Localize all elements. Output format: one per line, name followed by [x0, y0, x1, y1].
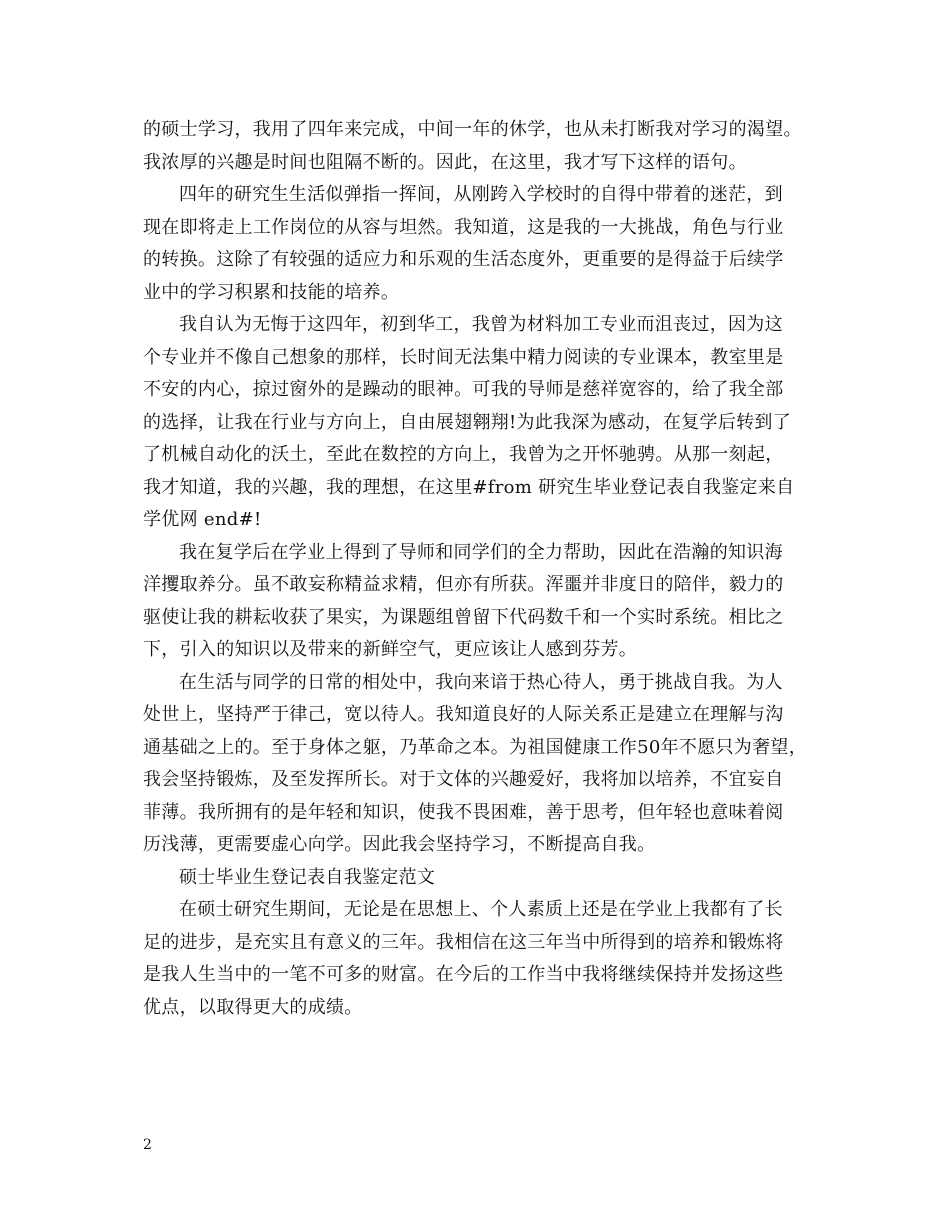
text-line: 不安的内心，掠过窗外的是躁动的眼神。可我的导师是慈祥宽容的，给了我全部: [143, 379, 784, 400]
section-heading: 硕士毕业生登记表自我鉴定范文: [179, 866, 436, 888]
text-line: 的硕士学习，我用了四年来完成，中间一年的休学，也从未打断我对学习的渴望。: [143, 119, 802, 140]
text-line: 历浅薄，更需要虚心向学。因此我会坚持学习，不断提高自我。: [143, 834, 656, 855]
text-line: 处世上，坚持严于律己，宽以待人。我知道良好的人际关系正是建立在理解与沟: [143, 704, 784, 725]
text-line: 了机械自动化的沃土，至此在数控的方向上，我曾为之开怀驰骋。从那一刻起，: [143, 444, 784, 465]
text-line: 我浓厚的兴趣是时间也阻隔不断的。因此，在这里，我才写下这样的语句。: [143, 151, 747, 173]
text-line: 学优网 end#!: [143, 509, 262, 530]
text-line: 业中的学习积累和技能的培养。: [143, 281, 400, 303]
text-line: 个专业并不像自己想象的那样，长时间无法集中精力阅读的专业课本，教室里是: [143, 346, 784, 368]
paragraph-start-line: 我在复学后在学业上得到了导师和同学们的全力帮助，因此在浩瀚的知识海: [179, 541, 783, 563]
text-line: 优点，以取得更大的成绩。: [143, 996, 363, 1018]
text-line: 的选择，让我在行业与方向上，自由展翅翱翔!为此我深为感动，在复学后转到了: [143, 411, 792, 433]
text-line: 我才知道，我的兴趣，我的理想，在这里#from 研究生毕业登记表自我鉴定来自: [143, 476, 795, 498]
paragraph-start-line: 在生活与同学的日常的相处中，我向来谙于热心待人，勇于挑战自我。为人: [179, 671, 783, 693]
paragraph-start-line: 四年的研究生生活似弹指一挥间，从刚跨入学校时的自得中带着的迷茫，到: [179, 184, 783, 205]
text-line: 菲薄。我所拥有的是年轻和知识，使我不畏困难，善于思考，但年轻也意味着阅: [143, 801, 784, 823]
text-line: 的转换。这除了有较强的适应力和乐观的生活态度外，更重要的是得益于后续学: [143, 249, 784, 270]
page-number: 2: [143, 1137, 152, 1153]
text-line: 驱使让我的耕耘收获了果实，为课题组曾留下代码数千和一个实时系统。相比之: [143, 606, 784, 628]
paragraph-start-line: 我自认为无悔于这四年，初到华工，我曾为材料加工专业而沮丧过，因为这: [179, 314, 783, 335]
paragraph-start-line: 在硕士研究生期间，无论是在思想上、个人素质上还是在学业上我都有了长: [179, 899, 783, 920]
text-line: 下，引入的知识以及带来的新鲜空气，更应该让人感到芬芳。: [143, 639, 638, 660]
text-line: 现在即将走上工作岗位的从容与坦然。我知道，这是我的一大挑战，角色与行业: [143, 216, 784, 238]
text-line: 是我人生当中的一笔不可多的财富。在今后的工作当中我将继续保持并发扬这些: [143, 964, 784, 985]
text-line: 通基础之上的。至于身体之躯，乃革命之本。为祖国健康工作50年不愿只为奢望，: [143, 736, 808, 758]
text-line: 我会坚持锻炼，及至发挥所长。对于文体的兴趣爱好，我将加以培养，不宜妄自: [143, 769, 784, 790]
text-line: 足的进步，是充实且有意义的三年。我相信在这三年当中所得到的培养和锻炼将: [143, 931, 784, 953]
document-body: [143, 114, 843, 1024]
text-line: 洋攫取养分。虽不敢妄称精益求精，但亦有所获。浑噩并非度日的陪伴，毅力的: [143, 574, 784, 595]
